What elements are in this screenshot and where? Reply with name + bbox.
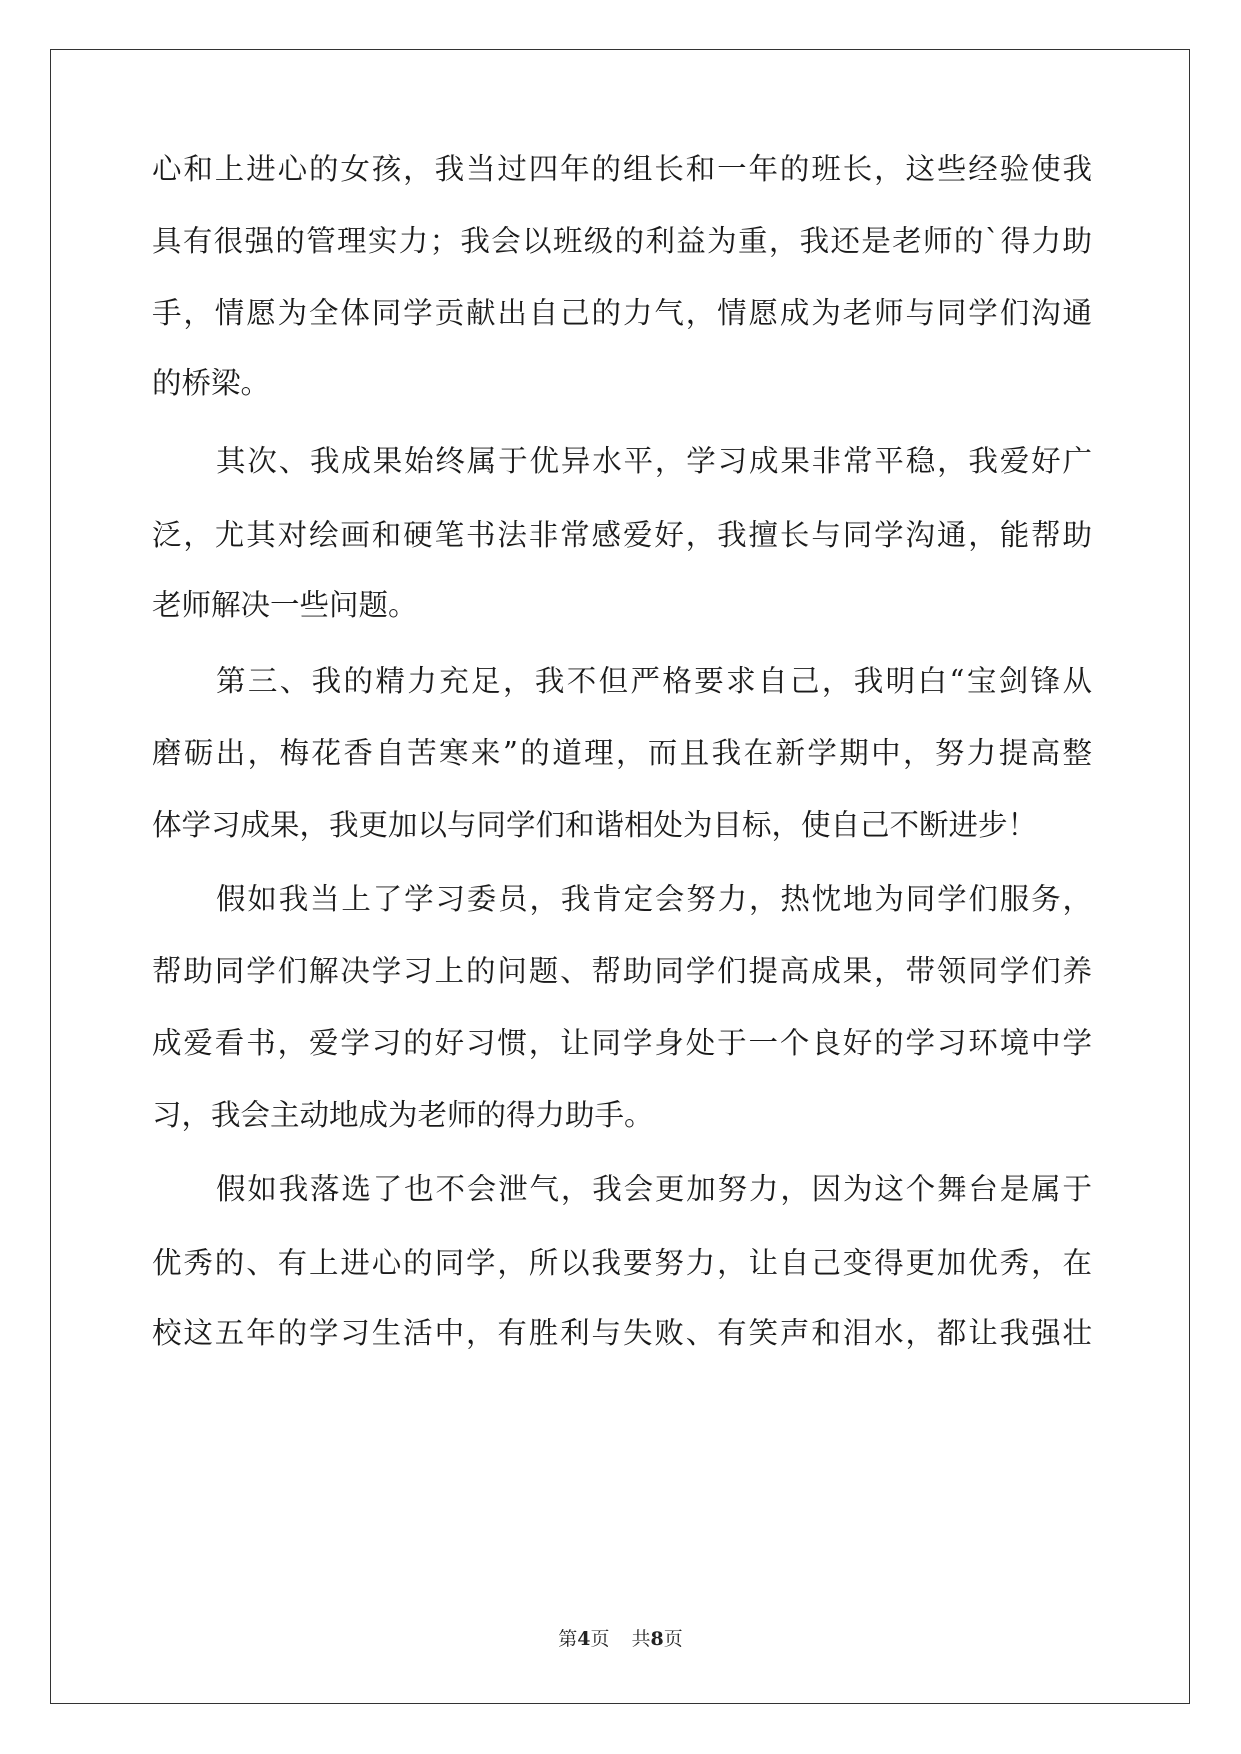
text-line: 帮助同学们解决学习上的问题、帮助同学们提高成果，带领同学们养 <box>152 954 1092 988</box>
paragraph-first-line: 假如我当上了学习委员，我肯定会努力，热忱地为同学们服务， <box>216 882 1092 916</box>
paragraph-first-line: 其次、我成果始终属于优异水平，学习成果非常平稳，我爱好广 <box>216 444 1092 478</box>
text-line: 优秀的、有上进心的同学，所以我要努力，让自己变得更加优秀，在 <box>152 1246 1092 1280</box>
text-line: 磨砺出，梅花香自苦寒来”的道理，而且我在新学期中，努力提高整 <box>152 736 1092 770</box>
total-pages-prefix: 共 <box>631 1628 651 1650</box>
paragraph-first-line: 第三、我的精力充足，我不但严格要求自己，我明白“宝剑锋从 <box>216 664 1092 698</box>
page-number-suffix: 页 <box>590 1628 610 1650</box>
current-page-number: 4 <box>577 1628 591 1650</box>
text-line: 手，情愿为全体同学贡献出自己的力气，情愿成为老师与同学们沟通 <box>152 296 1092 330</box>
text-line: 习，我会主动地成为老师的得力助手。 <box>152 1098 654 1132</box>
text-line: 成爱看书，爱学习的好习惯，让同学身处于一个良好的学习环境中学 <box>152 1026 1092 1060</box>
text-line: 泛，尤其对绘画和硬笔书法非常感爱好，我擅长与同学沟通，能帮助 <box>152 518 1092 552</box>
total-pages-suffix: 页 <box>663 1628 683 1650</box>
text-line: 具有很强的管理实力；我会以班级的利益为重，我还是老师的`得力助 <box>152 224 1092 258</box>
text-line: 体学习成果，我更加以与同学们和谐相处为目标，使自己不断进步！ <box>152 808 1038 842</box>
page-footer <box>0 1627 1241 1651</box>
text-line: 心和上进心的女孩，我当过四年的组长和一年的班长，这些经验使我 <box>152 152 1092 186</box>
paragraph-first-line: 假如我落选了也不会泄气，我会更加努力，因为这个舞台是属于 <box>216 1172 1092 1206</box>
total-pages-number: 8 <box>650 1628 664 1650</box>
text-line: 老师解决一些问题。 <box>152 588 418 622</box>
text-line: 校这五年的学习生活中，有胜利与失败、有笑声和泪水，都让我强壮 <box>152 1316 1092 1350</box>
page-number-prefix: 第 <box>558 1628 578 1650</box>
text-line: 的桥梁。 <box>152 366 271 400</box>
